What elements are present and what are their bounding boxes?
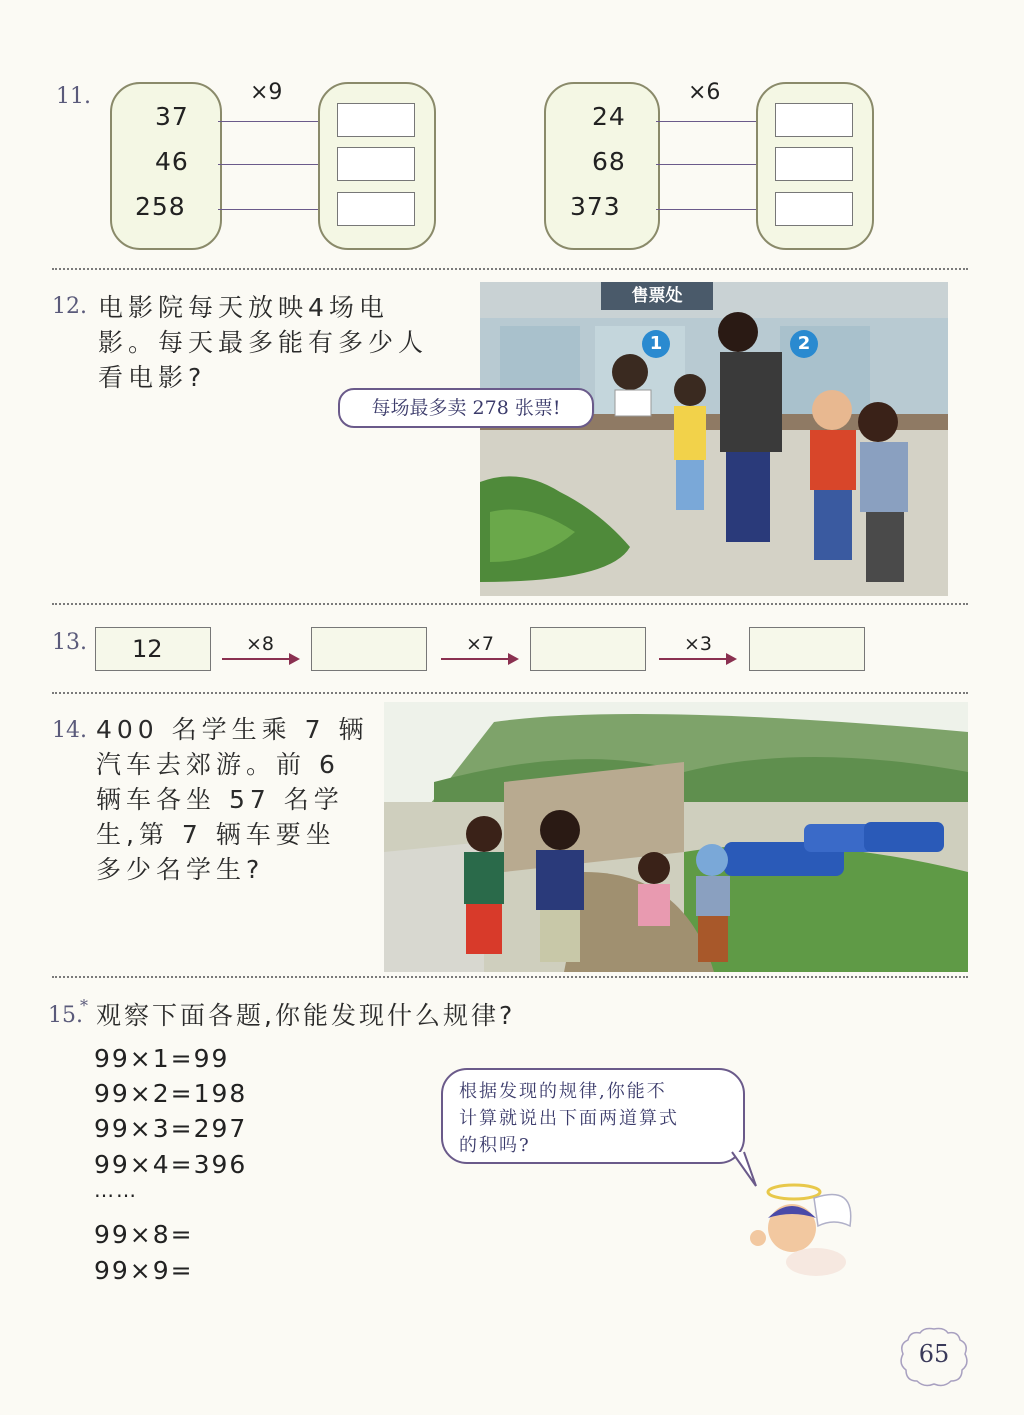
equation: 99×9= bbox=[94, 1256, 194, 1285]
answer-box[interactable] bbox=[311, 627, 427, 671]
problem-line: 影。每天最多能有多少人 bbox=[98, 328, 429, 357]
input-value: 258 bbox=[135, 192, 186, 221]
speech-bubble: 每场最多卖 278 张票! bbox=[338, 388, 594, 428]
arrow bbox=[218, 121, 332, 122]
angel-mascot-icon bbox=[738, 1178, 868, 1286]
problem-line: 看电影? bbox=[98, 363, 207, 392]
operation-label: ×3 bbox=[684, 633, 713, 655]
problem-line: 电影院每天放映4场电 bbox=[98, 293, 389, 322]
question-number-15: 15. bbox=[48, 1003, 83, 1028]
window-badge-2: 2 bbox=[790, 330, 818, 358]
section-divider bbox=[52, 692, 968, 694]
chain-arrow bbox=[222, 658, 298, 660]
section-divider bbox=[52, 603, 968, 605]
equation: 99×3=297 bbox=[94, 1114, 248, 1143]
problem-line: 400 名学生乘 7 辆 bbox=[96, 715, 369, 744]
field-trip-illustration bbox=[384, 702, 968, 972]
bubble-line: 的积吗? bbox=[459, 1135, 531, 1156]
arrow bbox=[656, 121, 770, 122]
answer-box[interactable] bbox=[749, 627, 865, 671]
chain-arrow bbox=[659, 658, 735, 660]
bubble-line: 根据发现的规律,你能不 bbox=[459, 1081, 667, 1102]
ticket-office-illustration bbox=[480, 282, 948, 596]
ellipsis: …… bbox=[94, 1178, 138, 1202]
answer-box[interactable] bbox=[530, 627, 646, 671]
arrow bbox=[218, 164, 332, 165]
multiplier-label-left: ×9 bbox=[250, 80, 283, 105]
answer-box[interactable] bbox=[337, 147, 415, 181]
bubble-line: 计算就说出下面两道算式 bbox=[459, 1108, 679, 1129]
answer-box[interactable] bbox=[775, 192, 853, 226]
section-divider bbox=[52, 268, 968, 270]
equation: 99×8= bbox=[94, 1220, 194, 1249]
chain-arrow bbox=[441, 658, 517, 660]
equation: 99×1=99 bbox=[94, 1044, 230, 1073]
question-number-11: 11. bbox=[56, 84, 91, 109]
answer-box[interactable] bbox=[337, 103, 415, 137]
operation-label: ×8 bbox=[246, 633, 275, 655]
arrow bbox=[656, 209, 770, 210]
equation: 99×4=396 bbox=[94, 1150, 248, 1179]
input-value: 24 bbox=[592, 102, 626, 131]
page-number: 65 bbox=[918, 1340, 950, 1368]
window-badge-1: 1 bbox=[642, 330, 670, 358]
input-value: 37 bbox=[155, 102, 189, 131]
problem-line: 辆车各坐 57 名学 bbox=[96, 785, 344, 814]
problem-line: 多少名学生? bbox=[96, 855, 265, 884]
problem-prompt: 观察下面各题,你能发现什么规律? bbox=[96, 1001, 516, 1030]
question-number-14: 14. bbox=[52, 718, 87, 743]
problem-line: 生,第 7 辆车要坐 bbox=[96, 820, 336, 849]
answer-box[interactable] bbox=[775, 103, 853, 137]
question-number-13: 13. bbox=[52, 630, 87, 655]
challenge-star: * bbox=[80, 996, 88, 1015]
question-number-12: 12. bbox=[52, 294, 87, 319]
input-value: 68 bbox=[592, 147, 626, 176]
start-value-box: 12 bbox=[95, 627, 211, 671]
ticket-office-sign: 售票处 bbox=[601, 282, 713, 310]
problem-line: 汽车去郊游。前 6 bbox=[96, 750, 340, 779]
section-divider bbox=[52, 976, 968, 978]
arrow bbox=[656, 164, 770, 165]
equation: 99×2=198 bbox=[94, 1079, 248, 1108]
input-value: 373 bbox=[570, 192, 621, 221]
hint-speech-bubble bbox=[441, 1068, 745, 1164]
answer-box[interactable] bbox=[775, 147, 853, 181]
answer-box[interactable] bbox=[337, 192, 415, 226]
operation-label: ×7 bbox=[466, 633, 495, 655]
multiplier-label-right: ×6 bbox=[688, 80, 721, 105]
arrow bbox=[218, 209, 332, 210]
input-value: 46 bbox=[155, 147, 189, 176]
